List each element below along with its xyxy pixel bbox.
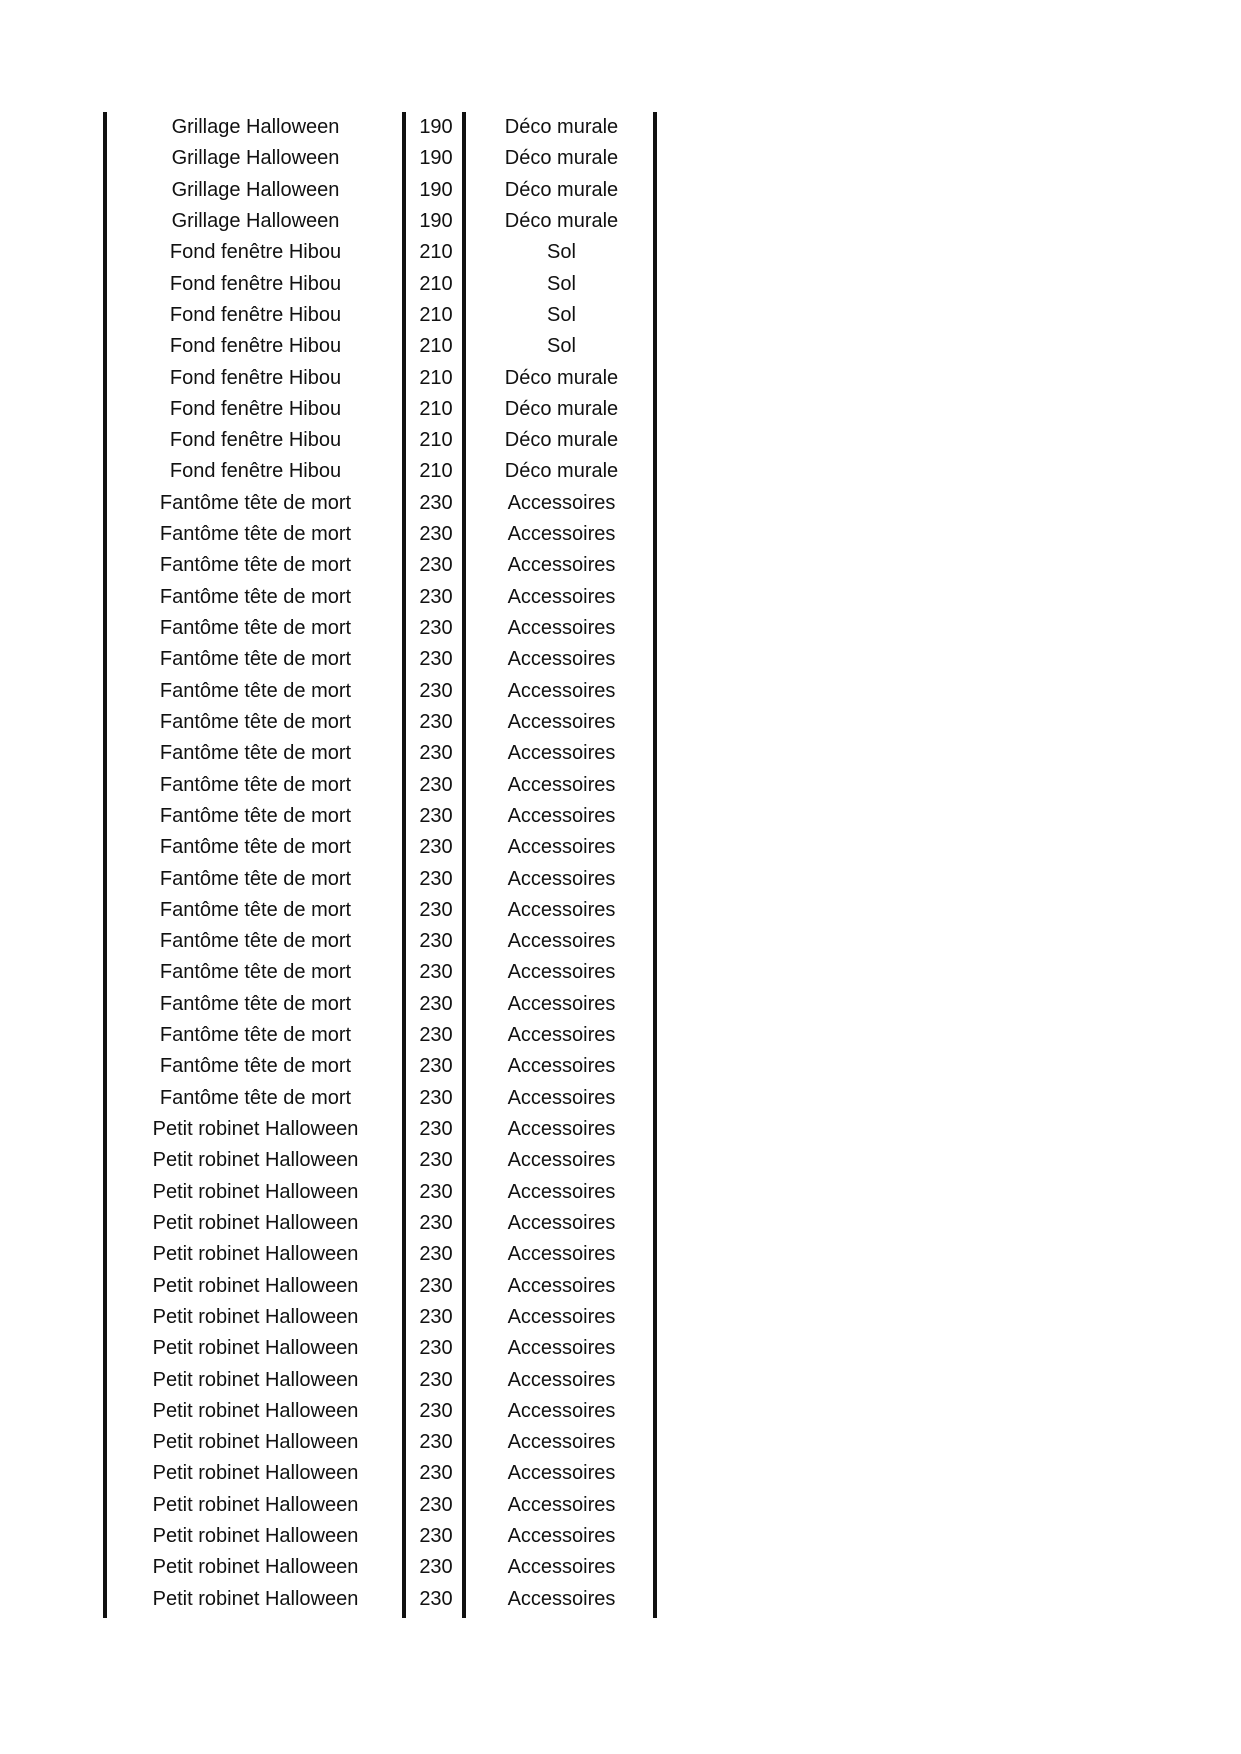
cell-category: Accessoires bbox=[507, 898, 616, 921]
cell-code: 230 bbox=[419, 1556, 453, 1579]
cell-code: 230 bbox=[419, 554, 453, 577]
cell-category: Accessoires bbox=[507, 1149, 616, 1172]
cell-code: 230 bbox=[419, 617, 453, 639]
cell-code: 230 bbox=[419, 1086, 453, 1109]
cell-code: 230 bbox=[419, 930, 453, 953]
cell-product-name: Fantôme tête de mort bbox=[159, 523, 352, 546]
cell-category: Déco murale bbox=[504, 209, 619, 232]
cell-code: 230 bbox=[419, 742, 453, 765]
cell-code: 230 bbox=[419, 710, 453, 733]
cell-product-name: Fond fenêtre Hibou bbox=[169, 429, 342, 452]
cell-product-name: Fantôme tête de mort bbox=[159, 804, 352, 827]
table-row bbox=[103, 582, 657, 613]
cell-category: Sol bbox=[547, 241, 576, 264]
cell-product-name: Grillage Halloween bbox=[171, 116, 340, 138]
cell-code: 230 bbox=[419, 804, 453, 827]
cell-category: Accessoires bbox=[507, 1431, 616, 1454]
cell-product-name: Petit robinet Halloween bbox=[152, 1180, 359, 1203]
cell-product-name: Petit robinet Halloween bbox=[152, 1587, 359, 1610]
cell-category: Accessoires bbox=[507, 554, 616, 577]
cell-product-name: Petit robinet Halloween bbox=[152, 1337, 359, 1360]
cell-product-name: Fantôme tête de mort bbox=[159, 1086, 352, 1109]
cell-category: Accessoires bbox=[507, 961, 616, 984]
cell-category: Accessoires bbox=[507, 742, 616, 765]
table-row bbox=[103, 738, 657, 769]
cell-product-name: Petit robinet Halloween bbox=[152, 1274, 359, 1297]
table-row bbox=[103, 1490, 657, 1521]
cell-category: Accessoires bbox=[507, 1556, 616, 1579]
table-row bbox=[103, 1302, 657, 1333]
table-row bbox=[103, 206, 657, 237]
table-row bbox=[103, 676, 657, 707]
cell-category: Accessoires bbox=[507, 1118, 616, 1140]
table-row bbox=[103, 143, 657, 174]
table-row bbox=[103, 237, 657, 268]
table-row bbox=[103, 1114, 657, 1145]
cell-product-name: Petit robinet Halloween bbox=[152, 1556, 359, 1579]
cell-product-name: Grillage Halloween bbox=[171, 147, 340, 170]
cell-code: 230 bbox=[419, 1493, 453, 1516]
cell-category: Déco murale bbox=[504, 147, 619, 170]
cell-code: 230 bbox=[419, 992, 453, 1015]
table-row bbox=[103, 1427, 657, 1458]
cell-code: 190 bbox=[419, 209, 453, 232]
cell-code: 230 bbox=[419, 1024, 453, 1047]
cell-category: Accessoires bbox=[507, 1180, 616, 1203]
cell-product-name: Fantôme tête de mort bbox=[159, 554, 352, 577]
cell-code: 230 bbox=[419, 1149, 453, 1172]
table-row bbox=[103, 832, 657, 863]
cell-product-name: Fantôme tête de mort bbox=[159, 1024, 352, 1047]
cell-category: Déco murale bbox=[504, 429, 619, 452]
table-row bbox=[103, 519, 657, 550]
cell-code: 230 bbox=[419, 1462, 453, 1485]
spreadsheet-table bbox=[103, 112, 657, 1615]
cell-product-name: Petit robinet Halloween bbox=[152, 1368, 359, 1391]
cell-category: Accessoires bbox=[507, 491, 616, 514]
cell-code: 230 bbox=[419, 1368, 453, 1391]
cell-code: 210 bbox=[419, 429, 453, 452]
cell-code: 230 bbox=[419, 1180, 453, 1203]
cell-category: Déco murale bbox=[504, 460, 619, 483]
cell-product-name: Petit robinet Halloween bbox=[152, 1118, 359, 1140]
table-row bbox=[103, 1208, 657, 1239]
table-row bbox=[103, 488, 657, 519]
cell-code: 190 bbox=[419, 147, 453, 170]
cell-product-name: Fond fenêtre Hibou bbox=[169, 460, 342, 483]
table-row bbox=[103, 801, 657, 832]
cell-product-name: Fantôme tête de mort bbox=[159, 648, 352, 671]
cell-code: 230 bbox=[419, 679, 453, 702]
cell-product-name: Fond fenêtre Hibou bbox=[169, 241, 342, 264]
cell-code: 230 bbox=[419, 836, 453, 859]
cell-code: 210 bbox=[419, 397, 453, 420]
cell-product-name: Fantôme tête de mort bbox=[159, 836, 352, 859]
table-row bbox=[103, 1521, 657, 1552]
cell-product-name: Fond fenêtre Hibou bbox=[169, 366, 342, 389]
cell-category: Accessoires bbox=[507, 1086, 616, 1109]
cell-category: Sol bbox=[547, 272, 576, 295]
cell-product-name: Fantôme tête de mort bbox=[159, 773, 352, 796]
table-row bbox=[103, 269, 657, 300]
cell-code: 230 bbox=[419, 1055, 453, 1078]
cell-code: 230 bbox=[419, 1587, 453, 1610]
cell-product-name: Fantôme tête de mort bbox=[159, 1055, 352, 1078]
cell-category: Accessoires bbox=[507, 1243, 616, 1266]
cell-product-name: Fantôme tête de mort bbox=[159, 679, 352, 702]
cell-code: 230 bbox=[419, 773, 453, 796]
table-row bbox=[103, 644, 657, 675]
cell-product-name: Petit robinet Halloween bbox=[152, 1462, 359, 1485]
cell-code: 210 bbox=[419, 303, 453, 326]
cell-product-name: Fantôme tête de mort bbox=[159, 961, 352, 984]
cell-product-name: Fantôme tête de mort bbox=[159, 710, 352, 733]
cell-product-name: Petit robinet Halloween bbox=[152, 1431, 359, 1454]
cell-category: Déco murale bbox=[504, 397, 619, 420]
table-row bbox=[103, 331, 657, 362]
table-row bbox=[103, 550, 657, 581]
cell-category: Accessoires bbox=[507, 1587, 616, 1610]
cell-product-name: Fond fenêtre Hibou bbox=[169, 335, 342, 358]
table-row bbox=[103, 989, 657, 1020]
cell-code: 230 bbox=[419, 523, 453, 546]
cell-category: Accessoires bbox=[507, 679, 616, 702]
cell-category: Déco murale bbox=[504, 178, 619, 201]
cell-code: 230 bbox=[419, 961, 453, 984]
cell-product-name: Fantôme tête de mort bbox=[159, 898, 352, 921]
cell-product-name: Fond fenêtre Hibou bbox=[169, 303, 342, 326]
cell-code: 210 bbox=[419, 272, 453, 295]
table-row bbox=[103, 1552, 657, 1583]
cell-code: 230 bbox=[419, 491, 453, 514]
cell-product-name: Petit robinet Halloween bbox=[152, 1149, 359, 1172]
cell-code: 210 bbox=[419, 241, 453, 264]
cell-code: 230 bbox=[419, 898, 453, 921]
cell-code: 210 bbox=[419, 460, 453, 483]
table-row bbox=[103, 1020, 657, 1051]
cell-category: Accessoires bbox=[507, 1368, 616, 1391]
cell-category: Accessoires bbox=[507, 1462, 616, 1485]
cell-category: Accessoires bbox=[507, 1274, 616, 1297]
cell-product-name: Petit robinet Halloween bbox=[152, 1493, 359, 1516]
cell-code: 230 bbox=[419, 1525, 453, 1548]
cell-product-name: Fond fenêtre Hibou bbox=[169, 397, 342, 420]
table-row bbox=[103, 1396, 657, 1427]
table-row bbox=[103, 425, 657, 456]
cell-code: 190 bbox=[419, 116, 453, 138]
cell-product-name: Grillage Halloween bbox=[171, 178, 340, 201]
table-row bbox=[103, 1458, 657, 1489]
cell-category: Accessoires bbox=[507, 1055, 616, 1078]
cell-product-name: Grillage Halloween bbox=[171, 209, 340, 232]
cell-code: 230 bbox=[419, 648, 453, 671]
cell-product-name: Fantôme tête de mort bbox=[159, 742, 352, 765]
cell-category: Sol bbox=[547, 303, 576, 326]
table-row bbox=[103, 1239, 657, 1270]
cell-category: Accessoires bbox=[507, 1024, 616, 1047]
cell-category: Accessoires bbox=[507, 1399, 616, 1422]
cell-category: Accessoires bbox=[507, 1525, 616, 1548]
table-row bbox=[103, 175, 657, 206]
cell-product-name: Fantôme tête de mort bbox=[159, 992, 352, 1015]
cell-code: 230 bbox=[419, 1337, 453, 1360]
cell-product-name: Fantôme tête de mort bbox=[159, 617, 352, 639]
table-row bbox=[103, 1051, 657, 1082]
table-row bbox=[103, 957, 657, 988]
table-row bbox=[103, 1083, 657, 1114]
cell-code: 230 bbox=[419, 1431, 453, 1454]
cell-category: Accessoires bbox=[507, 1211, 616, 1234]
cell-category: Accessoires bbox=[507, 773, 616, 796]
table-row bbox=[103, 112, 657, 143]
table-row bbox=[103, 1145, 657, 1176]
cell-product-name: Petit robinet Halloween bbox=[152, 1243, 359, 1266]
table-row bbox=[103, 1177, 657, 1208]
cell-code: 230 bbox=[419, 1399, 453, 1422]
cell-code: 230 bbox=[419, 585, 453, 608]
cell-category: Accessoires bbox=[507, 1337, 616, 1360]
cell-category: Accessoires bbox=[507, 617, 616, 639]
table-row bbox=[103, 456, 657, 487]
cell-code: 210 bbox=[419, 366, 453, 389]
cell-product-name: Fantôme tête de mort bbox=[159, 867, 352, 890]
cell-category: Sol bbox=[547, 335, 576, 358]
cell-code: 230 bbox=[419, 1243, 453, 1266]
cell-code: 190 bbox=[419, 178, 453, 201]
cell-code: 230 bbox=[419, 867, 453, 890]
table-row bbox=[103, 1271, 657, 1302]
table-row bbox=[103, 770, 657, 801]
cell-code: 230 bbox=[419, 1211, 453, 1234]
cell-category: Accessoires bbox=[507, 992, 616, 1015]
table-row bbox=[103, 864, 657, 895]
cell-category: Accessoires bbox=[507, 648, 616, 671]
cell-code: 230 bbox=[419, 1305, 453, 1328]
cell-category: Déco murale bbox=[504, 116, 619, 138]
cell-category: Accessoires bbox=[507, 1305, 616, 1328]
cell-category: Accessoires bbox=[507, 710, 616, 733]
table-row bbox=[103, 707, 657, 738]
table-row bbox=[103, 363, 657, 394]
cell-product-name: Petit robinet Halloween bbox=[152, 1211, 359, 1234]
table-row bbox=[103, 1584, 657, 1615]
cell-product-name: Fantôme tête de mort bbox=[159, 930, 352, 953]
cell-category: Accessoires bbox=[507, 804, 616, 827]
cell-category: Accessoires bbox=[507, 867, 616, 890]
table-row bbox=[103, 300, 657, 331]
table-row bbox=[103, 613, 657, 644]
cell-product-name: Fantôme tête de mort bbox=[159, 491, 352, 514]
cell-category: Accessoires bbox=[507, 930, 616, 953]
table-row bbox=[103, 394, 657, 425]
cell-code: 210 bbox=[419, 335, 453, 358]
cell-code: 230 bbox=[419, 1274, 453, 1297]
cell-code: 230 bbox=[419, 1118, 453, 1140]
table-row bbox=[103, 926, 657, 957]
cell-category: Accessoires bbox=[507, 1493, 616, 1516]
cell-product-name: Fond fenêtre Hibou bbox=[169, 272, 342, 295]
cell-category: Accessoires bbox=[507, 523, 616, 546]
table-row bbox=[103, 1333, 657, 1364]
cell-product-name: Fantôme tête de mort bbox=[159, 585, 352, 608]
cell-category: Déco murale bbox=[504, 366, 619, 389]
cell-product-name: Petit robinet Halloween bbox=[152, 1305, 359, 1328]
table-row bbox=[103, 895, 657, 926]
table-row bbox=[103, 1365, 657, 1396]
cell-category: Accessoires bbox=[507, 585, 616, 608]
cell-category: Accessoires bbox=[507, 836, 616, 859]
cell-product-name: Petit robinet Halloween bbox=[152, 1399, 359, 1422]
cell-product-name: Petit robinet Halloween bbox=[152, 1525, 359, 1548]
table-body bbox=[103, 112, 657, 1615]
